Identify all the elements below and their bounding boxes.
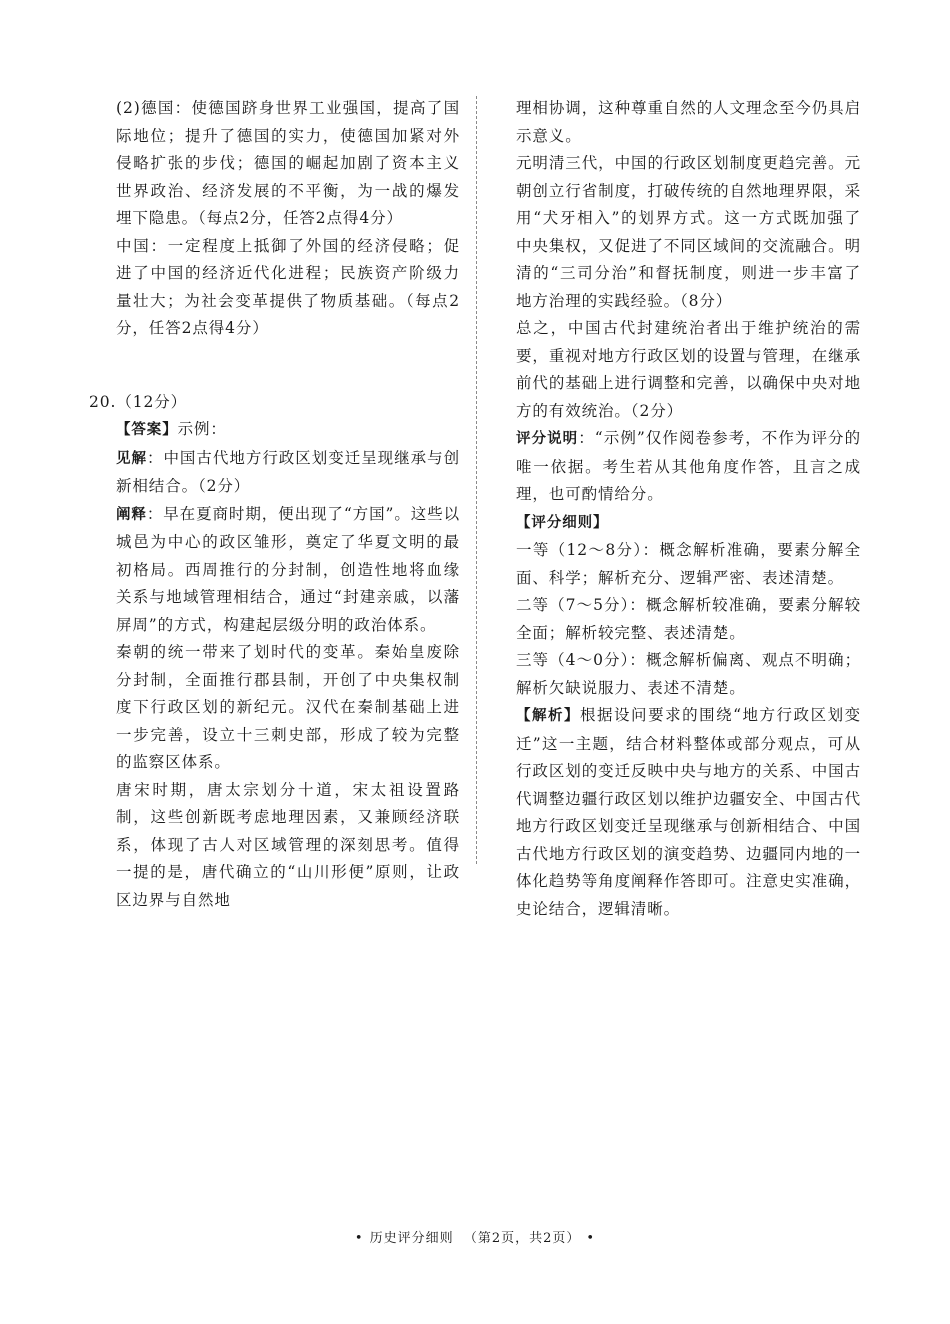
footer-subject: 历史评分细则 (369, 1231, 454, 1246)
germany-paragraph: (2)德国：使德国跻身世界工业强国，提高了国际地位；提升了德国的实力，使德国加紧对外侵略扩张的步伐；德国的崛起加剧了资本主义世界政治、经济发展的不平衡，为一战的爆发埋下隐患。（每点2分，任答2点得4分） (116, 99, 460, 227)
scoring-note-paragraph (516, 425, 861, 509)
analysis-text: 根据设问要求的围绕“地方行政区划变迁”这一主题，结合材料整体或部分观点，可从行政区划的变迁反映中央与地方的关系、中国古代调整边疆行政区划以维护边疆安全、中国古代地方行政区划变迁呈现继承与创新相结合、中国古代地方行政区划的演变趋势、边疆同内地的一体化趋势等角度阐释作答即可。注意史实准确，史论结合，逻辑清晰。 (516, 706, 861, 918)
yuan-ming-qing-paragraph: 元明清三代，中国的行政区划制度更趋完善。元朝创立行省制度，打破传统的自然地理界限，采用“犬牙相入”的划界方式。这一方式既加强了中央集权，又促进了不同区域间的交流融合。明清的“三司分治”和督抚制度，则进一步丰富了地方治理的实践经验。（8分） (516, 154, 861, 310)
explain-label: 阐释 (116, 506, 147, 523)
grade-3: 三等（4～0分）：概念解析偏离、观点不明确；解析欠缺说服力、表述不清楚。 (516, 651, 861, 697)
rubric-label: 【评分细则】 (516, 514, 609, 531)
column-divider (476, 96, 477, 864)
rubric-heading (516, 509, 861, 538)
summary-paragraph: 总之，中国古代封建统治者出于维护统治的需要，重视对地方行政区划的设置与管理，在继承前代的基础上进行调整和完善，以确保中央对地方的有效统治。（2分） (516, 319, 861, 420)
scoring-note-label: 评分说明 (516, 431, 579, 447)
tang-continuation-paragraph: 理相协调，这种尊重自然的人文理念至今仍具启示意义。 (516, 99, 861, 145)
left-column (89, 95, 460, 914)
china-paragraph: 中国：一定程度上抵御了外国的经济侵略；促进了中国的经济近代化进程；民族资产阶级力量壮大；为社会变革提供了物质基础。（每点2分，任答2点得4分） (116, 236, 460, 337)
view-label: 见解 (116, 450, 147, 467)
right-column (516, 95, 861, 923)
question-20-number: 20.（12分） (89, 392, 188, 411)
answer-heading (116, 416, 460, 445)
analysis-label: 【解析】 (516, 708, 581, 724)
answer-example: 示例： (177, 420, 227, 438)
footer-page-number: （第2页，共2页） (463, 1231, 581, 1246)
view-paragraph (116, 445, 460, 501)
grade-2: 二等（7～5分）：概念解析较准确，要素分解较全面；解析较完整、表述清楚。 (516, 596, 861, 642)
footer-bullet-right: • (586, 1231, 596, 1246)
explain-paragraph (116, 501, 460, 640)
grade-1: 一等（12～8分）：概念解析准确，要素分解全面、科学；解析充分、逻辑严密、表述清楚。 (516, 541, 861, 587)
view-text: ：中国古代地方行政区划变迁呈现继承与创新相结合。（2分） (116, 448, 460, 495)
page-footer (0, 1227, 950, 1246)
footer-bullet-left: • (354, 1231, 364, 1246)
analysis-paragraph (516, 702, 861, 923)
scoring-note-text: ：“示例”仅作阅卷参考，不作为评分的唯一依据。考生若从其他角度作答，且言之成理，也可酌情给分。 (516, 429, 861, 503)
answer-label: 【答案】 (116, 422, 178, 438)
qin-paragraph: 秦朝的统一带来了划时代的变革。秦始皇废除分封制，全面推行郡县制，开创了中央集权制度下行政区划的新纪元。汉代在秦制基础上进一步完善，设立十三刺史部，形成了较为完整的监察区体系。 (116, 643, 460, 771)
explain-text: ：早在夏商时期，便出现了“方国”。这些以城邑为中心的政区雏形，奠定了华夏文明的最初格局。西周推行的分封制，创造性地将血缘关系与地域管理相结合，通过“封建亲戚，以藩屏周”的方式，构建起层级分明的政治体系。 (116, 504, 460, 634)
tang-song-paragraph: 唐宋时期，唐太宗划分十道，宋太祖设置路制，这些创新既考虑地理因素，又兼顾经济联系，体现了古人对区域管理的深刻思考。值得一提的是，唐代确立的“山川形便”原则，让政区边界与自然地 (116, 780, 460, 909)
